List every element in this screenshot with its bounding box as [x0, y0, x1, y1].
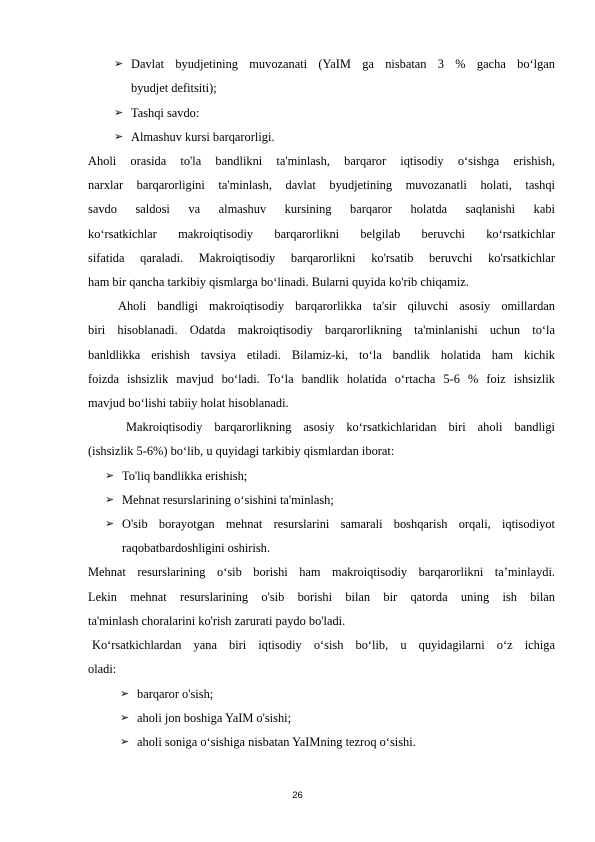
bullet-icon: ➢ — [114, 106, 124, 119]
list2-item2: Mehnat resurslarining o‘sishini ta'minlash; — [122, 493, 334, 507]
bullet-icon: ➢ — [114, 130, 124, 143]
bullet-icon: ➢ — [105, 469, 115, 482]
para2-line2: biri hisoblanadi. Odatda makroiqtisodiy barqarorlikning ta'minlanishi uchun to‘la — [88, 323, 555, 337]
list3-item3: aholi soniga o‘sishiga nisbatan YaIMning tezroq o‘sishi. — [137, 735, 416, 749]
bullet-icon: ➢ — [120, 711, 130, 724]
para3-line2: (ishsizlik 5-6%) bo‘lib, u quyidagi tarkibiy qismlardan iborat: — [88, 444, 395, 458]
para1-line6: ham bir qancha tarkibiy qismlarga bo‘linadi. Bularni quyida ko'rib chiqamiz. — [88, 275, 469, 289]
bullet-icon: ➢ — [120, 735, 130, 748]
para1-line5: sifatida qaraladi. Makroiqtisodiy barqarorlikni ko'rsatib beruvchi ko'rsatkichlar — [88, 251, 555, 265]
para1-line1: Aholi orasida to'la bandlikni ta'minlash, barqaror iqtisodiy o‘sishga erishish, — [88, 154, 555, 168]
para3-line1: Makroiqtisodiy barqarorlikning asosiy ko‘rsatkichlaridan biri aholi bandligi — [126, 420, 555, 434]
list1-item1-line1: Davlat byudjetining muvozanati (YaIM ga nisbatan 3 % gacha bo‘lgan — [131, 57, 555, 71]
para5-line2: oladi: — [88, 662, 117, 676]
list3-item2: aholi jon boshiga YaIM o'sishi; — [137, 711, 292, 725]
list1-item3: Almashuv kursi barqarorligi. — [131, 130, 275, 144]
para4-line2: Lekin mehnat resurslarining o'sib borishi bilan bir qatorda uning ish bilan — [88, 590, 555, 604]
list3-item1: barqaror o'sish; — [137, 687, 214, 701]
para2-line1: Aholi bandligi makroiqtisodiy barqarorlikka ta'sir qiluvchi asosiy omillardan — [118, 299, 555, 313]
bullet-icon: ➢ — [114, 57, 124, 70]
para4-line3: ta'minlash choralarini ko'rish zarurati paydo bo'ladi. — [88, 614, 346, 628]
para5-line1: Ko‘rsatkichlardan yana biri iqtisodiy o‘sish bo‘lib, u quyidagilarni o‘z ichiga — [92, 638, 555, 652]
bullet-icon: ➢ — [105, 493, 115, 506]
para1-line3: savdo saldosi va almashuv kursining barqaror holatda saqlanishi kabi — [88, 202, 555, 216]
para2-line3: banldlikka erishish tavsiya etiladi. Bilamiz-ki, to‘la bandlik holatida ham kichik — [88, 348, 555, 362]
para2-line4: foizda ishsizlik mavjud bo‘ladi. To‘la bandlik holatida o‘rtacha 5-6 % foiz ishsizlik — [88, 372, 555, 386]
para4-line1: Mehnat resurslarining o‘sib borishi ham makroiqtisodiy barqarorlikni ta’minlaydi. — [88, 565, 555, 579]
para1-line2: narxlar barqarorligini ta'minlash, davlat byudjetining muvozanatli holati, tashqi — [88, 178, 555, 192]
list2-item3-line2: raqobatbardoshligini oshirish. — [122, 541, 270, 555]
list2-item3-line1: O'sib borayotgan mehnat resurslarini samarali boshqarish orqali, iqtisodiyot — [122, 517, 555, 531]
para1-line4: ko‘rsatkichlar makroiqtisodiy barqarorlikni belgilab beruvchi ko‘rsatkichlar — [88, 227, 555, 241]
bullet-icon: ➢ — [105, 517, 115, 530]
page-number: 26 — [292, 790, 303, 801]
bullet-icon: ➢ — [120, 687, 130, 700]
list1-item2: Tashqi savdo: — [131, 106, 200, 120]
list2-item1: To'liq bandlikka erishish; — [122, 469, 248, 483]
para2-line5: mavjud bo‘lishi tabiiy holat hisoblanadi. — [88, 396, 289, 410]
list1-item1-line2: byudjet defitsiti); — [131, 81, 217, 95]
